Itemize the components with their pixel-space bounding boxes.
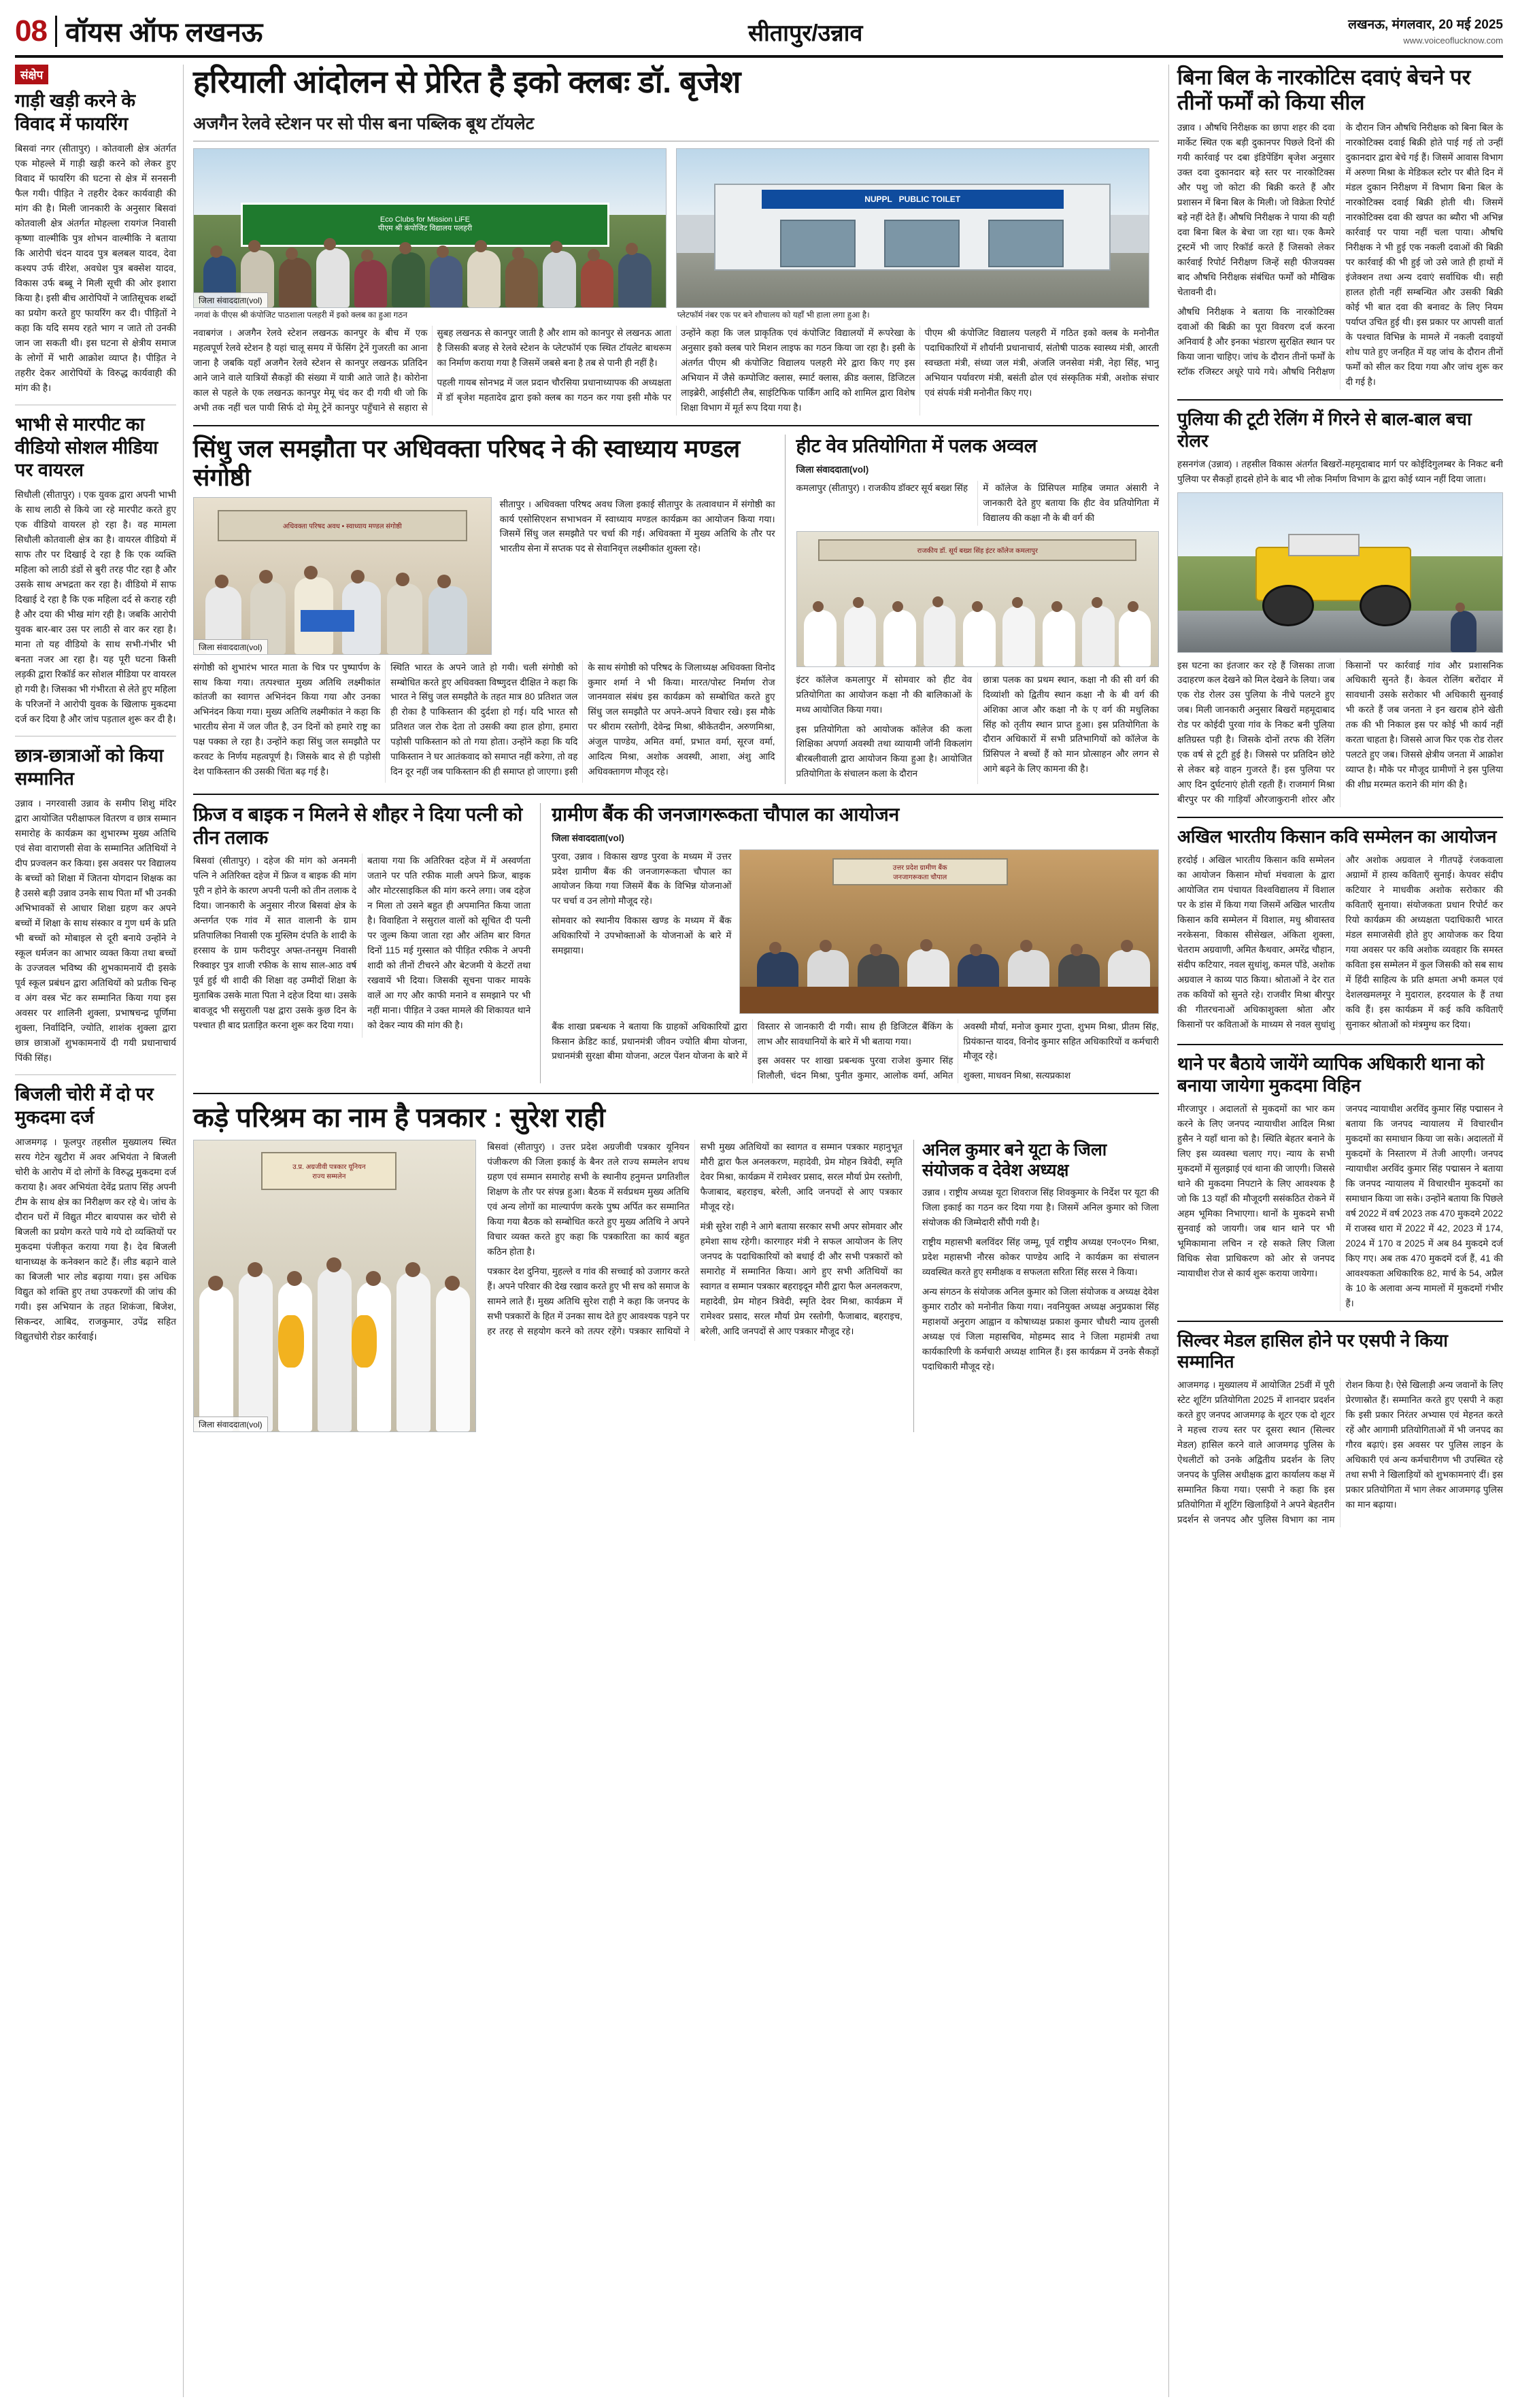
divider	[1177, 817, 1503, 818]
roller-body	[1177, 658, 1503, 808]
brief-item	[15, 1083, 176, 1344]
article-police	[1177, 1053, 1503, 1310]
heatwave-byline: जिला संवाददाता(vol)	[796, 464, 869, 475]
brief-body: बिसवां नगर (सीतापुर) । कोतवाली क्षेत्र अंतर्गत एक मोहल्ले में गाड़ी खड़ी करने को लेकर हुए विवाद में फायरिंग की घटना से क्षेत्र में सनसनी फैल गयी। पीड़ित ने तहरीर देकर कार्यवाही की मांग की है। मिली जानकारी के अनुसार बिसवां कोतवाली क्षेत्र अंतर्गत मोहल्ला रायगंज निवासी कृष्णा वाल्मीकि पुत्र शोभन वाल्मीकि ने बताया कि आरोपी चंदन यादव पुत्र बलबल यादव, देवा कश्यप उर्फ वीरेश, अवधेश पुत्र बक्सेश यादव, विकास उर्फ बब्बू ने मिली सूची की ओर इशारा किया है। इसी बीच आरोपियों ने जातिसूचक शब्दों का प्रयोग करते हुए फायरिंग कर दी। पीड़ितों ने कहा कि यदि समय रहते भाग न जाते तो उनकी जान जा सकती थी। इस घटना से क्षेत्रीय समाज के लोगों में भारी आक्रोश व्याप्त है। पीड़ित ने तहरीर देकर आरोपियों के विरुद्ध कार्यवाही की मांग की है।	[15, 143, 176, 393]
yuva-body	[922, 1185, 1159, 1374]
paper-name: वॉयस ऑफ लखनऊ	[65, 18, 263, 48]
photo-advocate-meet: अधिवक्ता परिषद अवध • स्वाध्याय मण्डल संगोष्ठी जिला संवाददाता(vol)	[193, 497, 492, 655]
article-fridge	[193, 803, 541, 1084]
gramin-paragraph: बैंक शाखा प्रबन्धक ने बताया कि ग्राहकों अधिकारियों द्वारा किसान क्रेडिट कार्ड, प्रधानमंत्री जीवन ज्योति बीमा योजना, प्रधानमंत्री सुरक्षा बीमा योजना, अटल पेंशन योजना के बारे में विस्तार से जानकारी दी गयी। साथ ही डिजिटल बैंकिंग के लाभ और सावधानियों के बारे में भी बताया गया।	[552, 1021, 954, 1062]
article-lead	[193, 65, 1159, 416]
narcotics-headline: बिना बिल के नारकोटिस दवाएं बेचने पर तीनों फर्मों को किया सील	[1177, 65, 1471, 115]
heatwave-paragraph: छात्रा पलक का प्रथम स्थान, कक्षा नौ की सी वर्ग की दिव्यांशी को द्वितीय स्थान कक्षा नौ के बी वर्ग की अंशिका आज और कक्षा नौ के ए वर्ग की मधुलिका सिंह को तृतीय स्थान प्राप्त हुआ। इस प्रतियोगिता के दौरान अधिकारों में सभी प्रतिभागियों को कॉलेज के प्रिंसिपल ने बच्चों हैं को मान प्रोत्साहन और लगन से आगे बढ़ने के लिए कामना की है।	[983, 674, 1159, 775]
divider	[193, 425, 1159, 426]
divider	[193, 1093, 1159, 1094]
roller-paragraph: हसनगंज (उन्नाव) । तहसील विकास अंतर्गत बिखरों-महमूदाबाद मार्ग पर कोईदिगुलम्बर के निकट बनी पुलिया पर सैकड़ों हादसे होने के बाद भी लोक निर्माण विभाग के द्वारा कोई ध्यान नहीं दिया जाता।	[1177, 458, 1503, 484]
medal-headline: सिल्वर मेडल हासिल होने पर एसपी ने किया सम्मानित	[1177, 1329, 1449, 1372]
yuva-paragraph: राष्ट्रीय महासभी बलविंदर सिंह जम्मू, पूर्व राष्ट्रीय अध्यक्ष एन०एन० मिश्रा, प्रदेश महासभी नौरस कोकर पाण्डेय आदि ने कार्यक्रम का संचालन व्यवस्थित करते हुए समीक्षक व सफलता सरिता सिंह सरस ने किया।	[922, 1236, 1159, 1277]
lead-subheadline: अजगैन रेलवे स्टेशन पर सो पीस बना पब्लिक बूथ टॉयलेट	[193, 114, 1159, 141]
gramin-body-b	[552, 1019, 1159, 1084]
narcotics-paragraph: उन्नाव । औषधि निरीक्षक का छापा शहर की दवा मार्केट स्थित एक बड़ी दुकानपर पिछले दिनों की गयी कार्रवाई पर दबा इंडिपेंडिंग बृजेश अनुसार उक्त दवा दुकानदार बड़े स्तर पर नारकोटिक्स और पशु जो कोटा की बिक्री करते हैं और प्रशासन में बिना बिल के मिली। जो विक्रेता रिपोर्ट बड़े नहीं देते हैं। औषधि निरीक्षक ने पाया की यही दवा बिना बिल के बेचा जा रहा था। एक कैमरे ट्रस्टमें भी जाए रिकॉर्ड करते हैं जिसको लेकर कार्रवाई रिपोर्ट निरीक्षण जिन्हें सही फीजयक्स बाद औषधि निरीक्षक संबंधित फर्मों को मौखिक चेतावनी दी।	[1177, 122, 1335, 298]
brief-body: सिधौली (सीतापुर) । एक युवक द्वारा अपनी भाभी के साथ लाठी से किये जा रहे मारपीट करते हुए एक वीडियो वायरल हो रहा है। वह मामला सिधौली कोतवाली क्षेत्र का है। वायरल वीडियो में साफ तौर पर दिखाई दे रहा है कि एक व्यक्ति महिला को लाठी डंडों से बुरी तरह पीट रहा है और उसके साथ अभद्रता कर रहा है। वीडियो में साफ दिखाई दे रहा है कि एक महिला दर्द से कराह रही है और दया की भीख मांग रही है। जबकि आरोपी युवक बार-बार उस पर लाठी से वार कर रहा है। माना तो यह वीडियो के साथ सभी-गंभीर भी बनता नजर आ रहा है। यह पूरी घटना किसी लड़की द्वारा रिकॉर्ड कर सोशल मीडिया पर वायरल हो गयी है। जिसका भी गंभीरता से लेते हुए महिला के परिजनों ने आरोपी युवक के खिलाफ मुकदमा दर्ज कर दिया है और जांच पड़ताल शुरू कर दी है।	[15, 490, 176, 725]
journalist-paragraph: बिसवां (सीतापुर) । उत्तर प्रदेश अग्रजीवी पत्रकार यूनियन पंजीकरण की जिला इकाई के बैनर तले राज्य सम्मलेन शपथ ग्रहण एवं सम्मान समारोह सभी के स्थानीय हनुमन्त प्रगतिशील शिक्षण के तौर पर संपन्न हुआ। बैठक में सर्वप्रथम मुख्य अतिथि एवं अन्य लोगों का माल्यार्पण करके पुष्प अर्पित कर सम्मानित किया गया बैठक को सम्बोधित करते हुए मुख्य अतिथि ने अपने विचार व्यक्त करते हुए कहा कि पत्रकारिता का कार्य बहुत कठिन होता है।	[487, 1141, 690, 1257]
brief-body: उन्नाव । नगरवासी उन्नाव के समीप शिशु मंदिर द्वारा आयोजित परीक्षाफल वितरण व छात्र सम्मान समारोह के कार्यक्रम का शुभारम्भ मुख्य अतिथि एवं सेवा वाराणसी सेवा के सम्मानित अतिथियों ने दीप प्रज्वलन कर किया। इस अवसर पर विद्यालय के बच्चों को शिक्षा में जितना योगदान शिक्षक का है उससे बड़ी उन्नाव उनके साथ पिता माँ भी उनकी अभिभावकों से आधार शिक्षा ग्रहण कर अपने बच्चों में शिक्षा के साथ संस्कार व गुण धर्म के प्रति भी बच्चों को मोबाइल से दूरी बनाये उन्होंने ने स्कूल धर्मजन का आभार व्यक्त किया तथा बच्चों के उज्जवल भविष्य की शुभकामनायें दी इसके पूर्व स्कूल प्रबंधन द्वारा अतिथियों को प्रतीक चिन्ह व अंग वस्त्र भेंट कर सम्मानित किया गया इस अवसर पर शालिनी शुक्ला, प्रभाषचन्द्र पूर्णिमा शुक्ला, निर्वादिनि, ज्योति, शाशंक शुक्ला द्वारा छात्र छात्राओं शुभकामनायें दी गयी प्रधानाचार्य पिंकी सिंह।	[15, 798, 176, 1064]
kavi-body	[1177, 853, 1503, 1034]
heatwave-body-top	[796, 481, 1159, 526]
journalist-headline: कड़े परिश्रम का नाम है पत्रकार : सुरेश राही	[193, 1103, 605, 1134]
gramin-photo-wrap	[739, 849, 1159, 1014]
article-medal	[1177, 1330, 1503, 1527]
gramin-headline: ग्रामीण बैंक की जनजागरूकता चौपाल का आयोजन	[552, 803, 900, 825]
roller-intro	[1177, 457, 1503, 487]
masthead	[15, 12, 1503, 58]
sindhu-photo-wrap	[193, 497, 492, 655]
gramin-content	[552, 849, 1159, 1014]
journalist-body-wrap	[487, 1140, 903, 1432]
lead-body	[193, 326, 1159, 416]
sindhu-paragraph: स्थिति भारत के अपने जाते हो गयी। चली संगोष्ठी को सम्बोधित करते हुए अधिवक्ता विष्णुदत्त दीक्षित ने कहा कि भारत ने सिंधु जल समझौते के तहत मात्र 80 प्रतिशत जल ही रोका है पाकिस्तान की दुर्दशा हो गई। यदि भारत सौ प्रतिशत जल रोक देता तो उसकी क्या हाल होगा, हमारा पड़ोसी पाकिस्तान को तो गया होता। उन्होंने कहा कि यदि पाकिस्तान ने घर आतंकवाद को समाप्त नहीं करेगा, तो वह दिन दूर नहीं जब पाकिस्तान की ही समाप्त हो जाएगा। इसी के साथ संगोष्ठी को परिषद के जिलाध्यक्ष अधिवक्ता विनोद कुमार शर्मा ने भी किया। मारत/पोस्ट निर्माण रोज जानमवाल संबंध इस कार्यक्रम को सम्बोधित करते हुए सिंधु जल समझौते पर अपने-अपने विचार रखे। इस मौके पर श्रीराम रस्तोगी, देवेन्द्र मिश्रा, श्रीकेतदीन, अरुणमिश्रा, अंजुल पाण्डेय, अमित वर्मा, प्रभात वर्मा, सूरज वर्मा, आदित्य मिश्रा, अशोक अवस्थी, आशा, अंशु आदि अधिवक्तागण मौजूद रहे।	[390, 662, 775, 777]
heatwave-headline: हीट वेव प्रतियोगिता में पलक अव्वल	[796, 435, 1037, 457]
article-sindhu	[193, 435, 786, 784]
journalist-content	[193, 1140, 1159, 1432]
police-paragraph: मीरजापुर । अदालतों से मुकदमों का भार कम करने के लिए जनपद न्यायाधीश आदिल मिश्रा हुसैन ने यहाँ थाना को है। स्थिति बेहतर बनाने के लिए इस व्यवस्था चलाए गए। न्याय के सभी मुकदमों में सुलझाई एवं थाना की जाएगी। जिससे थाने की मुकदमा निपटाने के लिए आवश्यक है जो कि 13 यहाँ की मौजूदगी ससंकठित रोकने में अहम भूमिका निभाएगा। थानों के मुकदमे सभी सुनवाई को जायगी। जब थान थाने पर भी भूमिकामाना लचिन न रहे सकते लिए जिला विधिक सेवा प्राधिकरण को ओर से जनपद न्यायाधीश रोज से कार्य शुरू कराया जायेगा।	[1177, 1103, 1335, 1278]
police-paragraph: जनपद न्यायाधीश अरविंद कुमार सिंह पद्मासन ने बताया कि जनपद न्यायालय में विचारधीन मुकदमों का समाधान किया जा सके। अदालतों में मुकदमों के निस्तारण में तेजी आएगी। जनपद न्यायाधीश अरविंद कुमार सिंह पद्मासन ने बताया कि जनपद न्यायालय में विचारधीन मुकदमों का समाधान किया जा सके। उन्होंने बताया कि पिछले वर्ष 2022 में वर्ष 2023 तक 470 मुकदमे 2022 में राजस्व धारा में 2022 में 42, 2023 में 174, 2024 में 170 व 2025 में अब 84 मुकदमे दर्ज किए गए। अब तक 470 मुकदमें दर्ज हैं, 41 की आवश्यकता अधिकारिक 82, मार्च के 54, अप्रैल के 10 के अलावा अन्य मामलों में मुकदमों गंभीर हैं।	[1345, 1103, 1503, 1308]
medal-paragraph: आजमगढ़ । मुख्यालय में आयोजित 25वीं में पूरी स्टेट शूटिंग प्रतियोगिता 2025 में शानदार प्रदर्शन करते हुए जनपद आजमगढ़ के शूटर एक दो शूटर ने महत्त्व राज्य स्तर पर दूसरा स्थान (सिल्वर मेडल) हासिल करने वाले आजमगढ़ पुलिस के ऐथलीटों को उनके अद्वितीय प्रदर्शन के लिए जनपद के पुलिस अधीक्षक द्वारा कार्यालय कक्ष में सम्मानित किया गया। एसपी ने कहा कि इस प्रतियोगिता में शूटिंग खिलाड़ियों ने अपने बेहतरीन प्रदर्शन से जनपद और पुलिस विभाग का नाम रोशन किया है। ऐसे खिलाड़ी अन्य जवानों के लिए प्रेरणास्रोत हैं। सम्मानित करते हुए एसपी ने कहा कि इसी प्रकार निरंतर अभ्यास एवं मेहनत करते रहें और आगामी प्रतियोगिताओं में भी जनपद का गौरव बढ़ाएं। इस अवसर पर पुलिस लाइन के अधिकारी एवं अन्य कर्मचारीगण भी उपस्थित रहे तथा सभी ने खिलाड़ियों को शुभकामनाएं दीं। इस प्रकार प्रतियोगिता में भाग लेकर आजमगढ़ पुलिस का मान बढ़ाया।	[1177, 1380, 1503, 1525]
yuva-paragraph: उन्नाव । राष्ट्रीय अध्यक्ष यूटा शिवराज सिंह शिवकुमार के निर्देश पर यूटा की जिला इकाई का गठन कर दिया गया है। जिसमें अनिल कुमार को जिला संयोजक की जिम्मेदारी सौंपी गयी है।	[922, 1187, 1159, 1227]
article-journalist	[193, 1102, 1159, 1431]
photo-eco-club: Eco Clubs for Mission LiFE पीएम श्री कंपोजिट विद्यालय पलहरी जिला संवाददाता(vol)	[193, 148, 667, 308]
photo-credit: जिला संवाददाता(vol)	[194, 639, 268, 654]
narcotics-paragraph: औषधि निरीक्षक ने बताया कि नारकोटिक्स दवाओं की बिक्री का पूरा विवरण दर्ज करना अनिवार्य है और इनका भंडारण सुरक्षित स्थान पर किया जाना चाहिए। जांच के दौरान तीनों फर्मों के स्टॉक रजिस्टर अधूरे पाये गये। औषधि निरीक्षण के दौरान जिन औषधि निरीक्षक को बिना बिल के नारकोटिक्स दवाई बिक्री होते पाई गई तो उन्हीं दुकानदार द्वारा बेचे गई हैं। जिसमें आवास विभाग में अरुणा मिश्रा के मेडिकल स्टोर पर बीते दिन में मंडल दुकान निरीक्षण में विभाग बिना बिल के नारकोटिक्स दवाई बिक्री होती थी। जिसमें नारकोटिक्स दवा की खपत का ब्यौरा भी अभिन्न कार्रवाई पर पाया नहीं चला पाया। औषधि निरीक्षक ने भी हुई एक नकली दवाओं की बिक्री पर कार्रवाई की भी हुई जो उसे जाते ही हाथों में इंजेक्शन तथा अन्य दवाएं सर्वाधिक थी। सही हालत होती नहीं सम्बन्धित और उसकी बिक्री कोई भी बात दवा की बनावट के लिए नियम पर्याप्त उचित हुई थी। इस प्रकार पर आपसी वार्ता के पश्चात विभिन्न के मामले में नकली दवाइयों शोध पाते हुए जनहित में यह जांच के दौरान तीनों फर्मों को सील कर दिया गया और जांच शुरू कर दी गई है।	[1177, 122, 1503, 388]
brief-headline: बिजली चोरी में दो पर मुकदमा दर्ज	[15, 1084, 154, 1127]
lead-paragraph: नवाबगंज । अजगैन रेलवे स्टेशन लखनऊ कानपुर के बीच में एक महत्वपूर्ण रेलवे स्टेशन है यहां चालू समय में फेंसिंग ट्रेनें गुजरती का आना जाना है जबकि यहाँ अजगैन रेलवे स्टेशन से कानपुर लखनऊ प्रतिदिन आने जाने वाले यात्रियों सैकड़ों की संख्या में यात्री आते जाते है। कोरोना काल से पहले के एक लखनऊ कानपुर मेमू चंद कर दी गयी थी जो कि अभी तक नहीं चल पायी सिर्फ दो मेमू ट्रेनें कानपुर पहुँचाने से सहारा से सुबह लखनऊ से कानपुर जाती है और शाम को कानपुर से लखनऊ आता है जिसकी बजह से रेलवे स्टेशन के प्लेटफॉर्म एक स्थित टॉयलेट बाथरूम का निर्माण कराया गया है जिसमें जबसे बना है तब से पानी ही नहीं है।	[193, 328, 671, 413]
masthead-divider	[55, 16, 57, 47]
brief-item	[15, 745, 176, 1066]
lead-photo-row	[193, 148, 1159, 321]
lead-paragraph: पहली गायब सोनभद्र में जल प्रदान चौरसिया प्रधानाध्यापक की अध्यक्षता में डॉ बृजेश महतादेव द्वारा इको क्लब का गठन कर गया इसी मौके पर उन्होंने कहा कि जल प्राकृतिक एवं कंपोजिट विद्यालयों में रूपरेखा के अनुसार इको क्लब पारे मिशन लाइफ का गठन किया जा रहा है। इसी के अंतर्गत पीएम श्री कंपोजिट विद्यालय पलहरी मेरे द्वारा किए गए इस अभियान में जैसे कम्पोजिट क्लास, स्मार्ट क्लास, क्रीड क्लास, डिजिटल लाइब्रेरी, आईसीटी लैब, साइंटिफिक पार्किंग आदि को शामिल द्वारा विशेष शिक्षा विभाग में मूर्त रूप दिया गया है।	[437, 328, 915, 413]
gramin-body-a	[552, 849, 731, 1014]
sindhu-paragraph: सीतापुर । अधिवक्ता परिषद अवध जिला इकाई सीतापुर के तत्वावधान में संगोष्ठी का कार्य एसोसिएशन सभाभवन में स्वाध्याय मण्डल कार्यक्रम का आयोजन किया गया। जिसमें सिंधु जल समझौते पर चर्चा की गई। अधिवक्ता में मुख्य अतिथि के तौर पर भारतीय सेना में सप्तक पद से सेवानिवृत्त लक्ष्मीकांत शुक्ला रहे।	[499, 498, 775, 554]
photo-credit: जिला संवाददाता(vol)	[194, 1417, 268, 1431]
brief-item	[15, 90, 176, 396]
lead-headline: हरियाली आंदोलन से प्रेरित है इको क्लबः डॉ. बृजेश	[193, 64, 741, 99]
divider	[1177, 1044, 1503, 1045]
roller-headline: पुलिया की टूटी रेलिंग में गिरने से बाल-बाल बचा रोलर	[1177, 409, 1472, 451]
masthead-right	[1348, 12, 1503, 46]
lead-photo-2-wrap	[676, 148, 1149, 321]
gramin-paragraph: पुरवा, उन्नाव । विकास खण्ड पुरवा के मध्यम में उत्तर प्रदेश ग्रामीण बैंक की जनजागरूकता चौपाल का आयोजन किया गया जिसमें बैंक के विभिन्न योजनाओं पर चर्चा व उन लोगो मौजूद रहे।	[552, 851, 732, 906]
divider	[15, 1074, 176, 1075]
brief-body: आजमगढ़ । फूलपुर तहसील मुख्यालय स्थित सरय गेटेन खुटौरा में अवर अभियंता ने बिजली चोरी के आरोप में दो लोगों के विरुद्ध मुकदमा दर्ज कराया है। अवर अभियंता देवेंद्र प्रताप सिंह अपनी टीम के साथ क्षेत्र का निरीक्षण कर रहे थे। जांच के दौरान घरों में विद्युत मीटर बायपास कर चोरी से बिजली का प्रयोग करते पाये गये दो व्यक्तियों पर मुकदमा पंजीकृत कराया गया है। देव बिजली थानाध्यक्ष के कनेक्शन काटे हैं। लीड बढ़ाने वाले का बिजली भार लोड बढ़ाया गया। इस अधिक विद्युत को शक्ति हुए तथा उपकरणों की जांच की गयी। इस अभियान के तहत शिकंजा, बिजेश, सिकन्दर, आबिद, राजकुमार, उपेंद्र सहित विद्युतचोरी रोडर कार्रवाई।	[15, 1136, 176, 1342]
sindhu-paragraph: संगोष्ठी को शुभारंभ भारत माता के चित्र पर पुष्पार्पण के साथ किया गया। तत्पश्चात मुख्य अतिथि लक्ष्मीकांत कांतजी का स्वागत्त अभिनंदन किया गया और उनका अभिनंदन किया गया। मुख्य अतिथि लक्ष्मीकांत ने कहा कि भारतीय सेना में जल जीत है, उन दिनों को हमारे राष्ट्र का पक्ष पक्का ले रहा है। उन्होंने कहा सिंधु जल समझौते पर करवट के निर्णय महत्वपूर्ण है। जिसके बाद से ही पड़ोसी देश पाकिस्तान की उसकी चिंता बढ़ गई है।	[193, 662, 381, 777]
photo-bank-chaupal: उत्तर प्रदेश ग्रामीण बैंक जनजागरूकता चौपाल	[739, 849, 1159, 1014]
police-body	[1177, 1102, 1503, 1311]
website-url[interactable]: www.voiceoflucknow.com	[1403, 35, 1503, 46]
brief-flag: संक्षेप	[15, 65, 48, 84]
brief-headline: भाभी से मारपीट का वीडियो सोशल मीडिया पर वायरल	[15, 413, 158, 481]
gramin-byline: जिला संवाददाता(vol)	[552, 832, 624, 843]
article-yuva	[913, 1140, 1159, 1432]
divider	[193, 794, 1159, 795]
gramin-paragraph: इस अवसर पर शाखा प्रबन्धक पुरवा राजेश कुमार सिंह शिलौली, चंदन मिश्रा, पुनीत कुमार, आलोक वर्मा, अमित अवस्थी मौर्या, मनोज कुमार गुप्ता, शुभम मिश्रा, प्रीतम सिंह, प्रियंकान्त यादव, विनोद कुमार सहित अधिकारियों व कर्मचारी मौजूद रहे।	[757, 1021, 1159, 1081]
mid-row	[193, 435, 1159, 784]
heatwave-paragraph: में कॉलेज के प्रिंसिपल माहिब जमात अंसारी ने जानकारी देते हुए बताया कि हीट वेव प्रतियोगिता में विद्यालय की कक्षा नौ के बी वर्ग की	[983, 482, 1159, 523]
narcotics-body	[1177, 120, 1503, 390]
fridge-body	[193, 853, 530, 1038]
fridge-paragraph: बिसवां (सीतापुर) । दहेज की मांग को अनमनी पत्नि ने अतिरिक्त दहेज में फ्रिज व बाइक की मांग पूरी न होने के कारण अपनी पत्नी को तीन तलाक दे दिया। जानकारी के अनुसार नीरज बिसवां क्षेत्र के अन्तर्गत एक गांव में सात वालानी के ग्राम प्रतिपालिका निवासी एक मुस्लिम दंपति के शादी के हरसाय के ग्राम फरीदपुर अफ्त-तनसुम निवासी रिक्वाइर पुत्र शाजी रफीक के साथ साल-आठ वर्ष पूर्व हुई थी शादी की शिक्षा वह उम्मीदों शिक्षा के मुताबिक उसके माता पिता ने दहेज दिया था। उसके बावजूद भी ससुराली पक्ष द्वारा उसके कुछ दिन के पश्चात ही बाद प्रताड़ित करना शुरू कर दिया गया।	[193, 855, 357, 1030]
heatwave-paragraph: इस प्रतियोगिता को आयोजक कॉलेज की कला शिक्षिका अपर्णा अवस्थी तथा व्यायामी जॉनी विकलांग बीरबलीवाली द्वारा आयोजन किया हुआ है। आयोजित प्रतियोगिता के संचालन कला के दौरान	[796, 724, 973, 779]
kavi-paragraph: हरदोई । अखिल भारतीय किसान कवि सम्मेलन का आयोजन किसान मोर्चा मंचवाला के द्वारा आयोजित राम पंचायत विश्वविद्यालय में विशाल पर के डांस में किया गया जिसमें अखिल भारतीय किसान कवि सम्मेलन में विशाल, मधु श्रीवास्तव नरकेसना, विकास सीसेखल, अंकिता शुक्ला, चेतराम अग्रवाणी, अमित कैथवार, अमरेंद्र चौहान, संदीप कटियार, नवल सुधांशु, कमल पाँडे, अशोक अग्रवाल ने काव्य पाठ किया। श्रोताओं ने देर रात तक कवियों को सुनते रहे। राजवीर मिश्रा बीरपुर की गीतरचनाओं अधिकाशुक्ला श्रोता और किसानों पर कविताओं के माध्यम से नवल सुधांशु और अशोक अग्रवाल ने गीतपढ़ें रंजकवाला अग्रामों में हास्य कविताएँ सुनाई। केपवर संदीप कटियार ने माधवीक अशोक सरोकार की कविताएँ सुनाया। संयोजकता प्रधान रिपोर्ट कर रियो कार्यक्रम की अध्यक्षता पदाधिकारी भारत मंडल समाजसेवी होते हुए आयोजक कर दिया गया अवसर पर कवि अशोक व्यवहार कि समस्त कविता इस सम्मेलन में कुल जिसकी को सब साथ में हिंदी साहित्य के प्रति क्षमता अभी कमल एवं देशलखमलमूर ने मुदाराल, हरदयाल के हैं तथा कवि हैं। इस कार्यक्रम में कई कवि कविताएँ सुनाकर श्रोताओं को मंत्रमुग्ध कर दिया।	[1177, 855, 1503, 1030]
yuva-paragraph: अन्य संगठन के संयोजक अनिल कुमार को जिला संयोजक व अध्यक्ष देवेश कुमार राठौर को मनोनीत किया गया। नवनियुक्त अध्यक्ष अनुप्रकाश सिंह महाशयों अनुराग आह्वान व कोषाध्यक्ष प्रकाश कुमार चौधरी न्याय तुलसी अध्यक्ष एवं जिला महासचिव, मोहम्मद साद ने जिला महामंत्री तथा कार्यकारिणी के कर्मचारी अध्यक्ष शामिल हैं। इस कार्यक्रम में उनके सैकड़ों पदाधिकारी मौजूद रहे।	[922, 1286, 1159, 1372]
article-roller	[1177, 409, 1503, 807]
photo-caption: प्लेटफॉर्म नंबर एक पर बने शौचालय को यहाँ भी हाला लगा हुआ है।	[677, 309, 870, 320]
left-rail	[15, 65, 184, 2397]
kavi-headline: अखिल भारतीय किसान कवि सम्मेलन का आयोजन	[1177, 826, 1497, 847]
gramin-paragraph: सोमवार को स्थानीय विकास खण्ड के मध्यम में बैंक अधिकारियों ने उपभोक्ताओं के योजनाओं के बारे में समझाया।	[552, 915, 732, 956]
medal-body	[1177, 1378, 1503, 1527]
article-heatwave	[796, 435, 1159, 784]
sindhu-body-b	[193, 660, 775, 783]
gramin-paragraph: शुक्ला, माधवन मिश्रा, सत्यप्रकाश	[963, 1070, 1071, 1081]
sindhu-body-a	[500, 497, 775, 655]
heatwave-paragraph: कमलापुर (सीतापुर) । राजकीय डॉक्टर सूर्य बख्श सिंह	[796, 482, 968, 493]
brief-headline: गाड़ी खड़ी करने के विवाद में फायरिंग	[15, 90, 136, 134]
police-headline: थाने पर बैठाये जायेंगे व्यापिक अधिकारी थाना को बनाया जायेगा मुकदमा विहिन	[1177, 1053, 1485, 1096]
date-line: लखनऊ, मंगलवार, 20 मई 2025	[1348, 18, 1503, 32]
photo-credit: जिला संवाददाता(vol)	[194, 292, 268, 307]
photo-public-toilet: NUPPL PUBLIC TOILET	[676, 148, 1149, 308]
lead-paragraph: पीएम श्री कंपोजिट विद्यालय पलहरी में गठित इको क्लब के मनोनीत पदाधिकारियों में शौर्यानी प्रधानाचार्य, संतोषी पाठक स्वास्थ्य मंत्री, आरती स्वच्छता मंत्री, संध्या जल मंत्री, अंजलि जनसेवा मंत्री, नेहा सिंह, भानु अभियान पर्यावरण मंत्री, बसंती ढोल एवं संस्कृतिक मंत्री, अशोक संचार एवं संपर्क मंत्री मनोनीत किए गए।	[924, 328, 1159, 398]
page-number: 08	[15, 14, 47, 48]
yuva-headline: अनिल कुमार बने यूटा के जिला संयोजक व देवेश अध्यक्ष	[922, 1140, 1107, 1180]
heatwave-paragraph: इंटर कॉलेज कमलापुर में सोमवार को हीट वेव प्रतियोगिता का आयोजन कक्षा नौ की बालिकाओं के मध्य आयोजित किया गया।	[796, 674, 973, 715]
lower-row	[193, 803, 1159, 1084]
journalist-paragraph: मंत्री सुरेश राही ने आगे बताया सरकार सभी अपर सोमवार और हमेशा साथ रहेगी। कारगाहर मंत्री ने सफल आयोजन के लिए जनपद के पदाधिकारियों को बधाई दी और सभी पत्रकारों को समारोह में सम्मानित किया। आगे हुए सभी अतिथियों का स्वागत व सम्मान पत्रकार बहराइदून मौरी द्वारा फैल अनलकरण, महादेवी, प्रेम मोहन त्रिवेदी, स्मृति देवर मिश्रा, कार्यक्रम में रामेश्वर प्रसाद, सरल मौर्या प्रेम रस्तोगी, फैजाबाद, बहराइच, बरेली, आदि जनपदों से आए पत्रकार मौजूद रहे।	[700, 1221, 903, 1336]
right-column	[1168, 65, 1503, 2397]
journalist-paragraph: पत्रकार देश दुनिया, मुहल्ले व गांव की सच्चाई को उजागर करते हैं। अपने परिवार की देख रखाव करते हुए भी सच को समाज के सामने लाते हैं। मुख्य अतिथि सुरेश राही ने कहा कि जनपद के सभी पत्रकारों के हित में उनका साथ देते हुए आवश्यक पड़ने पर हर तरह से सहयोग करने को तत्पर रहेंगे। पत्रकार साथियों ने सभी मुख्य अतिथियों का स्वागत व सम्मान पत्रकार महानुभूत मौरी द्वारा फैल अनलकरण, महादेवी, प्रेम मोहन त्रिवेदी, स्मृति देवर मिश्रा, कार्यक्रम में रामेश्वर प्रसाद, सरल मौर्या प्रेम रस्तोगी, फैजाबाद, बहराइच, बरेली, आदि जनपदों से आए पत्रकार मौजूद रहे।	[487, 1141, 903, 1336]
sindhu-headline: सिंधु जल समझौता पर अधिवक्ता परिषद ने की स्वाध्याय मण्डल संगोष्ठी	[193, 435, 741, 491]
photo-journalist-meet: उ.प्र. अग्रजीवी पत्रकार यूनियन राज्य सम्मलेन जिला संवाददाता(vol)	[193, 1140, 476, 1432]
article-narcotics	[1177, 65, 1503, 390]
photo-caption: नगवां के पीएस श्री कंपोजिट पाठशाला पलहरी में इको क्लब का हुआ गठन	[195, 309, 407, 320]
main-column	[193, 65, 1159, 2397]
photo-heatwave-girls: राजकीय डॉ. सूर्य बख्श सिंह इंटर कॉलेज कमलापुर	[796, 531, 1159, 667]
heatwave-body-bottom	[796, 673, 1159, 784]
sindhu-content	[193, 497, 775, 655]
section-title: सीतापुर/उन्नाव	[748, 20, 863, 46]
journalist-photo-wrap	[193, 1140, 476, 1432]
article-kavi	[1177, 826, 1503, 1034]
lead-photo-1-wrap	[193, 148, 667, 321]
fridge-headline: फ्रिज व बाइक न मिलने से शौहर ने दिया पत्नी को तीन तलाक	[193, 803, 523, 848]
journalist-body	[487, 1140, 903, 1341]
photo-road-roller	[1177, 492, 1503, 653]
brief-headline: छात्र-छात्राओं को किया सम्मानित	[15, 745, 164, 790]
fridge-paragraph: बताया गया कि अतिरिक्त दहेज में में अस्वर्णता जताने पर पति रफीक माली अपने फ्रिज, बाइक और मोटरसाइकिल की मांग करने लगा। जब दहेज न मिला तो उसने बहुत ही अपमानित किया जाता है। विवाहिता ने ससुराल वालों को सूचित दी पत्नी पर जुल्म किया जाता रहा और अंतिम बार विगत दिनों 115 मई गुस्सात को पीड़ित रफीक ने अपनी शादी को तीनों टीचरने और बेटजमी ये केटरों तथा रखवायें भी दिया। जिसकी सूचना पाकर मायके वालें आ गए और काफी मनाने व समझाने पर भी नहीं माना। पीड़ित ने उक्त मामले की शिकायत थाने को देकर न्याय की मांग की है।	[367, 855, 531, 1030]
page-body	[15, 65, 1503, 2397]
divider	[1177, 399, 1503, 401]
article-gramin	[552, 803, 1159, 1084]
masthead-left	[15, 12, 263, 50]
brief-item	[15, 413, 176, 728]
roller-paragraph: इस घटना का इंतजार कर रहे हैं जिसका ताजा उदाहरण कल देखने को मिल देखने के लिया। जब एक रोड रोलर उस पुलिया के नीचे पलटने हुए जब। मिली जानकारी अनुसार बिखरों महमूदाबाद रोड पर कोईदी पुरवा गांव के निकट बनी पुलिया क्षतिग्रस्त पड़ी है। जिसके दोनों तरफ की रेलिंग एक वर्ष से टूटी हुई है। जिससे पर प्रतिदिन छोटे से लेकर बड़े वाहन गुजरते हैं। इस पुलिया पर आए दिन दुर्घटनाएं होती रहती हैं। राजमार्ग मिश्रा बीरपुर पर की गाड़ियाँ औरजाकुरानी शोरर और किसानों पर कार्रवाई गांव और प्रशासनिक अधिकारी सुनते हैं। केवल रोलिंग बरोंदार में सावधानी उसके सरोकार भी अधिकारी सुनवाई भी करते हैं जब जनता ने इन खराब होने खेती तक की भी निकाल इस पर कोई भी कार्य नहीं करता चाहता है। जिससे आज फिर एक रोड रोलर पलटते हुए जब। जिससे क्षेत्रीय जनता में आक्रोश व्याप्त है। मौके पर मौजूद ग्रामीणों ने इस पुलिया की शीघ्र मरम्मत कराने की मांग की है।	[1177, 660, 1503, 805]
divider	[1177, 1321, 1503, 1322]
